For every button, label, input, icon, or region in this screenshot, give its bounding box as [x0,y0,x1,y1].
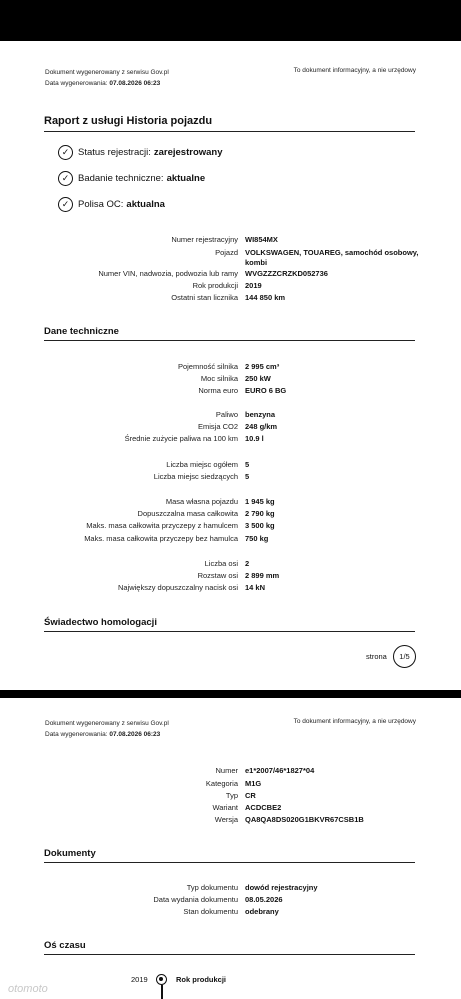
section-title-tech: Dane techniczne [44,326,119,337]
vehicle-row: Numer rejestracyjny WI854MX [171,235,278,244]
report-title: Raport z usługi Historia pojazdu [44,115,213,127]
generated-date: Data wygenerowania: 07.08.2026 06:23 [45,731,161,738]
status-inspection: ✓ Badanie techniczne: aktualne [58,171,205,186]
check-circle-icon: ✓ [58,171,73,186]
page-label: strona [366,652,387,661]
vehicle-row: Pojazd VOLKSWAGEN, TOUAREG, samochód osobowy, kombi [215,248,419,267]
tech-row: Emisja CO2 248 g/km [197,422,278,431]
tech-row: Masa własna pojazdu 1 945 kg [165,497,275,506]
top-black-band [0,0,461,41]
section-title-documents: Dokumenty [44,848,96,859]
tech-row: Liczba osi 2 [204,559,250,568]
homologation-row: Wariant ACDCBE2 [212,803,282,812]
vehicle-row: Ostatni stan licznika 144 850 km [171,293,286,302]
tech-row: Maks. masa całkowita przyczepy z hamulcem 3 500 kg [86,521,275,530]
document-row: Stan dokumentu odebrany [183,907,279,916]
tech-row: Moc silnika 250 kW [200,374,271,383]
section-divider [44,862,415,863]
tech-row: Średnie zużycie paliwa na 100 km 10.9 l [124,434,264,443]
disclaimer-text: To dokument informacyjny, a nie urzędowy [293,67,416,74]
generated-by-text: Dokument wygenerowany z serwisu Gov.pl [45,720,169,727]
timeline-line [161,985,163,999]
watermark-logo: otomoto [8,983,48,995]
generated-date: Data wygenerowania: 07.08.2026 06:23 [45,80,161,87]
title-divider [44,131,415,132]
check-circle-icon: ✓ [58,145,73,160]
homologation-row: Typ CR [225,791,256,800]
status-registration: ✓ Status rejestracji: zarejestrowany [58,145,223,160]
tech-row: Największy dopuszczalny nacisk osi 14 kN [117,583,266,592]
vehicle-row: Rok produkcji 2019 [192,281,262,290]
vehicle-row: Numer VIN, nadwozia, podwozia lub ramy WVGZZZCRZKD052736 [98,269,328,278]
tech-row: Pojemność silnika 2 995 cm³ [177,362,280,371]
section-divider [44,631,415,632]
timeline-dot-icon [156,974,167,985]
document-row: Data wydania dokumentu 08.05.2026 [153,895,283,904]
homologation-row: Wersja QA8QA8DS020G1BKVR67CSB1B [214,815,364,824]
section-divider [44,954,415,955]
tech-row: Liczba miejsc ogółem 5 [166,460,250,469]
page-number-badge: 1/5 [393,645,416,668]
section-title-timeline: Oś czasu [44,940,86,951]
check-circle-icon: ✓ [58,197,73,212]
tech-row: Paliwo benzyna [215,410,276,419]
tech-row: Norma euro EURO 6 BG [198,386,287,395]
section-divider [44,340,415,341]
report-page-1 [0,41,461,690]
section-title-homologation: Świadectwo homologacji [44,617,157,628]
page-header-left [45,67,169,89]
status-insurance: ✓ Polisa OC: aktualna [58,197,165,212]
document-row: Typ dokumentu dowód rejestracyjny [186,883,318,892]
page-header-left [45,718,169,740]
tech-row: Liczba miejsc siedzących 5 [153,472,250,481]
homologation-row: Kategoria M1G [205,779,262,788]
tech-row: Rozstaw osi 2 899 mm [197,571,280,580]
homologation-row: Numer e1*2007/46*1827*04 [215,766,315,775]
generated-by-text: Dokument wygenerowany z serwisu Gov.pl [45,69,169,76]
disclaimer-text: To dokument informacyjny, a nie urzędowy [293,718,416,725]
timeline-year: 2019 [131,975,148,984]
timeline-event-label: Rok produkcji [176,975,227,984]
page-separator-band [0,690,461,698]
tech-row: Dopuszczalna masa całkowita 2 790 kg [137,509,275,518]
report-page-2 [0,698,461,999]
tech-row: Maks. masa całkowita przyczepy bez hamulca 750 kg [84,534,269,543]
